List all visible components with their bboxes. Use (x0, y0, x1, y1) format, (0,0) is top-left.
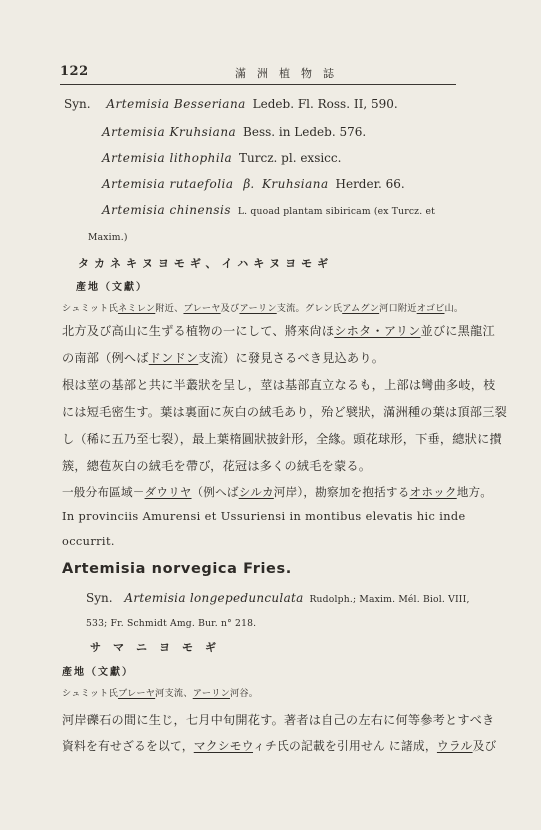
text-fragment: 河支流、 (155, 688, 193, 699)
place-name: アーリン (192, 688, 230, 699)
synonym-line (102, 150, 341, 166)
person-name: マクシモウ (193, 739, 254, 753)
synonym-name: Artemisia Besseriana (106, 97, 246, 111)
synonym-variety-marker: β. (243, 177, 255, 191)
habitat-text (62, 350, 384, 366)
synonym-line (88, 228, 128, 246)
place-name: シホタ・アリン (334, 324, 421, 338)
running-title: 滿洲植物誌 (235, 67, 345, 80)
place-name: アムグン (342, 303, 380, 314)
text-fragment: ィチ氏の記載を引用せん に諸成， (253, 739, 437, 753)
syn-prefix: Syn. (86, 591, 113, 605)
synonym-reference: Herder. 66. (335, 177, 405, 191)
literature-localities (62, 301, 463, 317)
species-heading: Artemisia norvegica Fries. (62, 561, 292, 577)
place-name: シルカ (238, 485, 274, 499)
habitat-text: 河岸礫石の間に生じ，七月中旬開花す。著者は自己の左右に何等參考とすべき (62, 713, 495, 727)
locality-heading: 產地（文獻） (62, 667, 134, 678)
source-author: シュミット氏 (62, 303, 118, 314)
text-fragment: 及び (472, 739, 497, 753)
description-text: には短毛密生す。葉は裏面に灰白の絨毛あり，殆ど襞狀，滿洲種の葉は頂部三裂 (62, 405, 507, 419)
latin-distribution: In provinciis Amurensi et Ussuriensi in montibus elevatis hic inde (62, 510, 466, 523)
text-fragment: 並びに黑龍江 (420, 324, 495, 338)
place-name: ブレーヤ (117, 688, 156, 699)
japanese-common-names: サマニヨモギ (90, 641, 228, 654)
synonym-reference: Turcz. pl. exsicc. (239, 151, 342, 165)
text-fragment: 河谷。 (230, 688, 259, 699)
synonym-name: Artemisia longepedunculata (124, 591, 304, 605)
synonym-line (64, 96, 398, 112)
description-text: 根は莖の基部と共に半叢狀を呈し，莖は基部直立なるも，上部は彎曲多岐，枝 (62, 378, 496, 392)
text-fragment: 及び (220, 303, 240, 314)
source-author: グレン氏 (304, 303, 343, 314)
synonym-name: Artemisia chinensis (102, 203, 232, 217)
synonym-reference: Bess. in Ledeb. 576. (243, 125, 367, 139)
place-name: ウラル (436, 739, 473, 753)
japanese-common-names: タカネキヌヨモギ、イハキヌヨモギ (78, 257, 334, 270)
synonym-line (102, 176, 405, 192)
distribution-text (62, 484, 492, 500)
place-name: ネミレン (117, 303, 156, 314)
synonym-line (102, 202, 435, 220)
text-fragment: （例へば (191, 485, 239, 499)
synonym-line (86, 614, 256, 632)
synonym-reference: Maxim.) (88, 232, 128, 243)
description-text: し（稀に五乃至七裂），最上葉楕圓狀披針形，全緣。頭花球形，下垂，總狀に攅 (62, 432, 502, 446)
header-rule (60, 84, 456, 85)
synonym-name: Artemisia lithophila (102, 151, 233, 165)
text-fragment: の南部（例へば (62, 351, 149, 365)
literature-localities (62, 686, 258, 702)
text-fragment: 資料を有せざるを以て， (62, 739, 194, 753)
place-name: オゴビ (416, 303, 445, 314)
synonym-line (86, 590, 470, 608)
synonym-name: Kruhsiana (261, 177, 329, 191)
synonym-reference: Ledeb. Fl. Ross. II, 590. (252, 97, 398, 111)
habitat-text (62, 323, 495, 339)
text-fragment: 支流。 (276, 303, 305, 314)
habitat-text (62, 738, 497, 754)
locality-heading: 產地（文獻） (76, 282, 148, 293)
synonym-name: Artemisia rutaefolia (102, 177, 234, 191)
synonym-reference: L. quoad plantam sibiricam (ex Turcz. et (237, 206, 435, 217)
text-fragment: 河口附近 (379, 303, 417, 314)
text-fragment: 附近、 (155, 303, 184, 314)
text-fragment: 山。 (444, 303, 464, 314)
syn-prefix: Syn. (64, 97, 91, 111)
place-name: ドンドン (148, 351, 199, 365)
source-author: シュミット氏 (62, 688, 118, 699)
place-name: ブレーヤ (183, 303, 221, 314)
text-fragment: 河岸），勘察加を抱括する (273, 485, 410, 499)
place-name: アーリン (239, 303, 277, 314)
place-name: オホック (409, 485, 457, 499)
synonym-line (102, 124, 366, 140)
place-name: ダウリヤ (144, 485, 192, 499)
text-fragment: 地方。 (456, 485, 493, 499)
synonym-reference: Rudolph.; Maxim. Mél. Biol. VIII, (309, 594, 470, 605)
text-fragment: 一般分布區域－ (62, 485, 145, 499)
description-text: 簇，總苞灰白の絨毛を帶び，花冠は多くの絨毛を蒙る。 (62, 459, 372, 473)
text-fragment: 北方及び高山に生ずる植物の一にして、將來尙ほ (62, 324, 335, 338)
page-number: 122 (60, 64, 89, 79)
synonym-name: Artemisia Kruhsiana (102, 125, 237, 139)
latin-distribution: occurrit. (62, 535, 115, 548)
text-fragment: 支流）に發見さるべき見込あり。 (198, 351, 385, 365)
page-header (60, 64, 456, 82)
synonym-reference: 533; Fr. Schmidt Amg. Bur. n° 218. (86, 618, 257, 629)
